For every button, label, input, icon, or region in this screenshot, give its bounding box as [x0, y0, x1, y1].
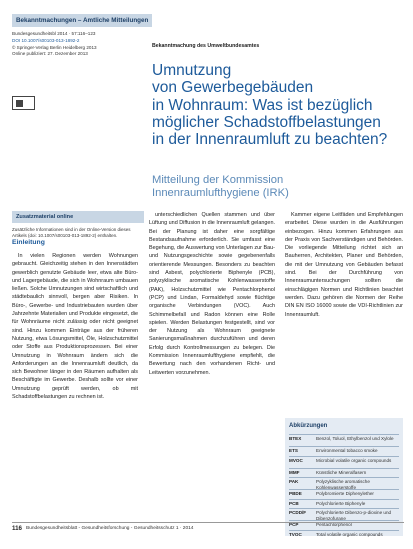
journal-footer: Bundesgesundheitsblatt - Gesundheitsforschung - Gesundheitsschutz 1 · 2014 — [26, 526, 194, 531]
page-footer — [12, 522, 404, 535]
title-line: in Wohnraum: Was ist bezüglich — [152, 96, 373, 114]
supplement-heading: Zusatzmaterial online — [12, 211, 144, 223]
page-number: 116 — [12, 525, 22, 532]
abbreviation-definition: Polyzyklische aromatische Kohlenwasserstoffe — [316, 479, 370, 490]
abbreviation-definition: Polychlorierte Dibenzo-p-dioxine und Dibenzofurane — [316, 510, 392, 521]
abbreviation-term: ETS — [289, 448, 298, 453]
abbreviation-term: PCB — [289, 500, 299, 506]
abbreviations-box — [285, 418, 403, 536]
title-line: Umnutzung — [152, 62, 232, 79]
abbreviation-definition: Benzol, Toluol, Ethylbenzol und Xylole — [316, 436, 394, 441]
abbreviation-term: PCDD/F — [289, 510, 307, 515]
abbreviation-divider — [289, 520, 399, 521]
body-column-1 — [12, 252, 138, 401]
abbreviation-definition: Polychlorierte Biphenyle — [316, 500, 366, 506]
section-heading-einleitung: Einleitung — [12, 239, 45, 246]
abbreviation-definition: Polybromierte Diphenylether — [316, 491, 374, 496]
body-column-2 — [149, 211, 275, 377]
supplement-text: Zusätzliche Informationen sind in der Online-Version dieses Artikels (doi: 10.1007/s00103-013-1892-2) enthalten. — [12, 227, 131, 239]
section-header: Bekanntmachungen – Amtliche Mitteilungen — [12, 14, 152, 27]
subtitle-line: Mitteilung der Kommission — [152, 174, 284, 186]
article-title — [152, 62, 404, 148]
body-paragraph: Kammer eigene Leitfäden und Empfehlungen erarbeitet. Diese wurden in die Ausführungen einbezogen. Hinzu kommen Erfahrungen aus der Praxis von Sachverständigen und Behörden. Die vorliegende Mitteilung richtet sich an Bauherren, Architekten, Planer und Behörden, die mit der Umnutzung von Gebäuden befasst sind. Bei der Durchführung von Innenraumuntersuchungen sollten die einschlägigen Normen und Richtlinien beachtet werden. Dazu gehören die Normen der Reihe DIN EN ISO 16000 sowie die VDI-Richtlinien zur Innenraumluft. — [285, 212, 403, 318]
abbreviation-definition: Environmental tobacco smoke — [316, 448, 378, 453]
abbreviation-term: PAK — [289, 479, 299, 484]
abbreviation-definition: Microbial volatile organic compounds — [316, 457, 392, 463]
copyright-line: © Springer-Verlag Berlin Heidelberg 2013 — [12, 44, 97, 50]
abbreviation-divider — [289, 489, 399, 490]
article-subtitle — [152, 174, 404, 200]
abbreviation-divider — [289, 477, 399, 478]
abbreviation-definition: Pentachlorphenol — [316, 522, 352, 527]
abbreviation-definition: Künstliche Mineralfasern — [316, 469, 367, 475]
abbreviation-divider — [289, 434, 399, 435]
title-line: von Gewerbegebäuden — [152, 79, 314, 97]
announcement-label: Bekanntmachung des Umweltbundesamtes — [152, 43, 260, 49]
copyright-icon — [12, 96, 35, 110]
abbreviation-divider — [289, 468, 399, 469]
title-line: möglicher Schadstoffbelastungen — [152, 113, 381, 131]
abbreviation-definition: Total volatile organic compounds — [316, 531, 383, 537]
subtitle-line: Innenraumlufthygiene (IRK) — [152, 187, 289, 200]
doi-link[interactable]: DOI 10.1007/s00103-013-1892-2 — [12, 37, 80, 43]
abbreviations-heading: Abkürzungen — [289, 423, 328, 429]
abbreviation-term: PCP — [289, 522, 299, 527]
abbreviation-term: PBDE — [289, 491, 302, 496]
published-online: Online publiziert: 27. Dezember 2013 — [12, 51, 88, 57]
abbreviation-term: BTEX — [289, 436, 302, 441]
abbreviation-divider — [289, 499, 399, 500]
body-column-3 — [285, 211, 403, 319]
journal-citation: Bundesgesundheitsbl 2014 · 57:116–123 — [12, 31, 96, 36]
body-paragraph: In vielen Regionen werden Wohnungen gebraucht. Gleichzeitig stehen in den Innenstädten gewerblich genutzte Gebäude leer, etwa alte Büro- und Lagergebäude, die sich in Wohnraum umbauen ließen. Solche Umnutzungen sind wirtschaftlich und städtebaulich sinnvoll, bergen aber Risiken. In Büro-, Gewerbe- und Industriebauten wurden über Jahrzehnte Materialien und Produkte eingesetzt, die für Wohnräume nicht zulässig oder nicht geeignet sind. Hinzu kommen Einträge aus der früheren Nutzung, etwa Lösungsmittel, Öle, Holzschutzmittel oder Stoffe aus Produktionsprozessen. Bei einer Umnutzung in Wohnraum ändern sich die Anforderungen an die Innenraumluft deutlich, da sich Bewohner länger in den Räumen aufhalten als Beschäftigte im Gewerbe. Deshalb sollte vor einer Umnutzung geprüft werden, ob mit Schadstoffbelastungen zu rechnen ist. — [12, 253, 138, 401]
abbreviation-term: TVOC — [289, 531, 302, 537]
abbreviation-term: MVOC — [289, 457, 303, 463]
title-line: in der Innenraumluft zu beachten? — [152, 131, 388, 149]
abbreviation-term: MMF — [289, 469, 300, 475]
abbreviation-divider — [289, 508, 399, 509]
body-paragraph: unterschiedlichen Quellen stammen und über Lüftung und Diffusion in die Innenraumluft gelangen. Bei der Planung ist daher eine sorgfältige Bestandsaufnahme erforderlich. Sie umfasst eine Begehung, die Auswertung von Unterlagen zur Bau- und Nutzungsgeschichte sowie gegebenenfalls orientierende Messungen. Besonders zu beachten sind Asbest, polychlorierte Biphenyle (PCB), polyzyklische aromatische Kohlenwasserstoffe (PAK), Holzschutzmittel wie Pentachlorphenol (PCP) und Lindan, Formaldehyd sowie flüchtige organische Verbindungen (VOC). Auch Schimmelbefall und Radon können eine Rolle spielen. Werden Belastungen festgestellt, sind vor der Nutzung als Wohnraum geeignete Sanierungsmaßnahmen durchzuführen und deren Erfolg durch Kontrollmessungen zu belegen. Die Kommission Innenraumlufthygiene empfiehlt, die Bewertung nach den vorhandenen Richt- und Leitwerten vorzunehmen. — [149, 212, 275, 376]
abbreviation-divider — [289, 456, 399, 457]
abbreviation-divider — [289, 446, 399, 447]
article-meta — [12, 31, 144, 58]
